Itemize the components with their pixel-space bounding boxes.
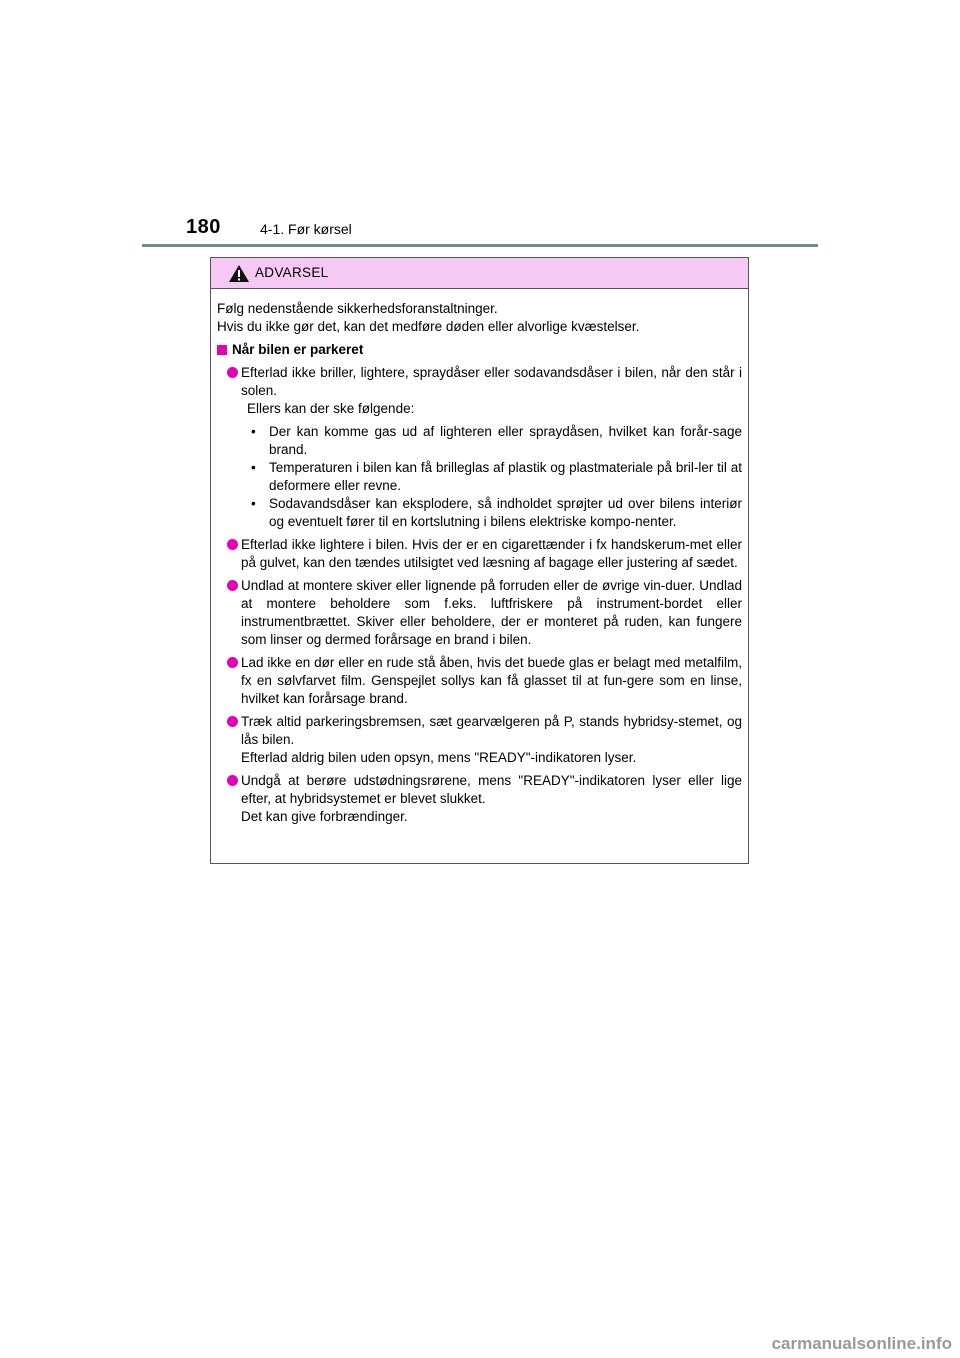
item-text: Undgå at berøre udstødningsrørene, mens "READY"-indikatoren lyser eller lige efter, at hybridsystemet er blevet slukket.	[241, 773, 742, 806]
warning-triangle-icon	[228, 264, 250, 283]
round-bullet-icon	[227, 539, 238, 550]
warning-item	[217, 713, 742, 767]
sub-item-text: Sodavandsdåser kan eksplodere, så indholdet sprøjter ud over bilens interiør og eventuelt fører til en kortslutning i bilens elektriske kompo-nenter.	[269, 496, 742, 529]
warning-item	[217, 772, 742, 826]
round-bullet-icon	[227, 775, 238, 786]
warning-item	[217, 536, 742, 572]
round-bullet-icon	[227, 367, 238, 378]
sub-item-text: Der kan komme gas ud af lighteren eller spraydåsen, hvilket kan forår-sage brand.	[269, 424, 742, 457]
page-header	[142, 216, 818, 246]
warning-header	[211, 258, 748, 289]
item-text: Træk altid parkeringsbremsen, sæt gearvælgeren på P, stands hybridsy-stemet, og lås bilen.	[241, 714, 742, 747]
warning-item	[217, 654, 742, 708]
small-bullet-icon: •	[251, 496, 256, 511]
item-text: Efterlad ikke briller, lightere, spraydåser eller sodavandsdåser i bilen, når den står i solen.	[241, 365, 742, 398]
small-bullet-icon: •	[251, 424, 256, 439]
warning-label: ADVARSEL	[255, 265, 329, 280]
sub-item-text: Temperaturen i bilen kan få brilleglas af plastik og plastmateriale på bril-ler til at deformere eller revne.	[269, 460, 742, 493]
page-number: 180	[186, 216, 221, 238]
warning-intro	[217, 300, 742, 336]
warning-box	[210, 257, 749, 864]
warning-item	[217, 577, 742, 649]
round-bullet-icon	[227, 716, 238, 727]
round-bullet-icon	[227, 657, 238, 668]
sub-list	[241, 423, 742, 531]
subsection-title: Når bilen er parkeret	[232, 342, 364, 357]
subsection-heading	[217, 341, 742, 359]
round-bullet-icon	[227, 580, 238, 591]
item-text: Det kan give forbrændinger.	[241, 809, 408, 824]
watermark-brand: carmanualsonline.info	[771, 1334, 952, 1353]
square-bullet-icon	[217, 345, 227, 355]
item-indent-text: Ellers kan der ske følgende:	[247, 401, 415, 416]
header-rule	[142, 244, 818, 247]
warning-body	[211, 289, 748, 826]
intro-line: Hvis du ikke gør det, kan det medføre døden eller alvorlige kvæstelser.	[217, 319, 640, 334]
section-title: 4-1. Før kørsel	[260, 221, 352, 237]
intro-line: Følg nedenstående sikkerhedsforanstaltninger.	[217, 301, 498, 316]
sub-list-item	[241, 423, 742, 459]
item-text: Efterlad aldrig bilen uden opsyn, mens "READY"-indikatoren lyser.	[241, 750, 637, 765]
warning-item	[217, 364, 742, 531]
small-bullet-icon: •	[251, 460, 256, 475]
sub-list-item	[241, 459, 742, 495]
sub-list-item	[241, 495, 742, 531]
item-text: Undlad at montere skiver eller lignende på forruden eller de øvrige vin-duer. Undlad at montere beholdere som f.eks. luftfriskere på instrument-bordet eller instrumentbrættet. Skiver eller beholdere, der er monteret på ruden, kan fungere som linser og dermed forårsage en brand i bilen.	[241, 578, 742, 647]
item-text: Efterlad ikke lightere i bilen. Hvis der er en cigarettænder i fx handskerum-met eller på gulvet, kan den tændes utilsigtet ved læsning af bagage eller justering af sædet.	[241, 537, 742, 570]
item-text: Lad ikke en dør eller en rude stå åben, hvis det buede glas er belagt med metalfilm, fx en sølvfarvet film. Genspejlet sollys kan få glasset til at fun-gere som en linse, hvilket kan forårsage brand.	[241, 655, 742, 706]
